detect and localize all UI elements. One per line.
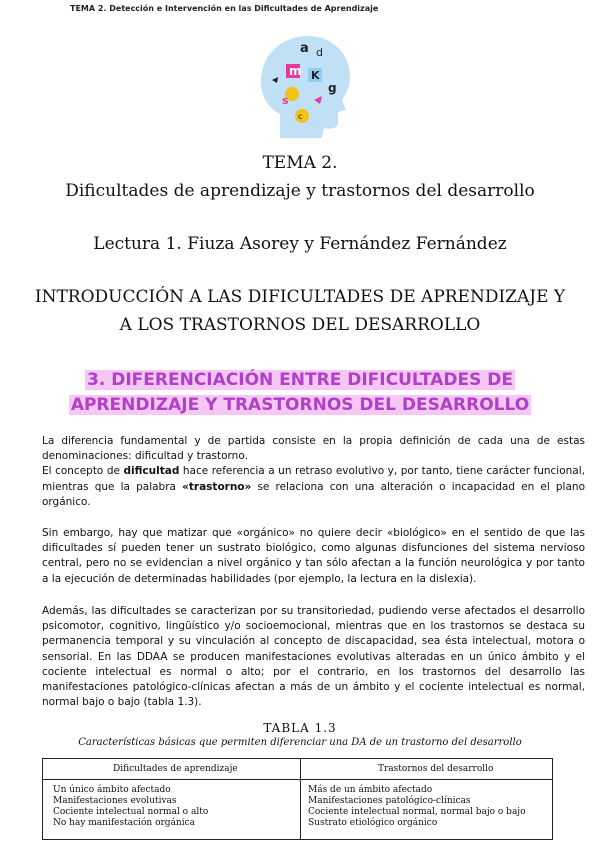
running-header: TEMA 2. Detección e Intervención en las Dificultades de Aprendizaje xyxy=(70,4,379,13)
paragraph-1 xyxy=(42,434,585,510)
table-divider xyxy=(300,759,301,839)
table-cell: Cociente intelectual normal o alto xyxy=(53,807,209,817)
comparison-table xyxy=(42,758,553,840)
section-heading-line2: APRENDIZAJE Y TRASTORNOS DEL DESARROLLO xyxy=(70,395,530,415)
intro-heading: INTRODUCCIÓN A LAS DIFICULTADES DE APRENDIZAJE Y A LOS TRASTORNOS DEL DESARROLLO xyxy=(34,287,566,335)
section-heading-line1: 3. DIFERENCIACIÓN ENTRE DIFICULTADES DE xyxy=(87,370,513,390)
paragraph-3-text: Además, las dificultades se caracterizan por su transitoriedad, pudiendo verse afectados el desarrollo psicomotor, cognitivo, lingüístico y/o socioemocional, mientras que en los trastornos se destaca su permanencia temporal y su vinculación al concepto de discapacidad, sea ésta intelectual, motora o sensorial. En las DDAA se producen manifestaciones evolutivas alteradas en un único ámbito y el cociente intelectual es normal o alto; por el contrario, en los trastornos del desarrollo las manifestaciones patológico-clínicas afectan a más de un ámbito y el cociente intelectual es normal, normal bajo o bajo (tabla 1.3). xyxy=(42,605,585,709)
table-cell: Manifestaciones patológico-clínicas xyxy=(308,796,471,806)
table-cell: Manifestaciones evolutivas xyxy=(53,796,177,806)
letter-mark: K xyxy=(311,69,320,82)
p1b-mid: hace referencia a un retraso evolutivo y, por tanto, tiene carácter funcional, mientras que la palabra xyxy=(42,465,585,493)
table-subtitle: Características básicas que permiten diferenciar una DA de un trastorno del desarrollo xyxy=(78,737,522,748)
table-title: TABLA 1.3 xyxy=(263,721,337,735)
letter-mark: c xyxy=(298,112,303,121)
paragraph-2 xyxy=(42,526,585,587)
section-heading xyxy=(0,368,600,418)
letter-mark: a xyxy=(300,41,309,56)
letter-mark: m xyxy=(289,64,302,78)
paragraph-1a: La diferencia fundamental y de partida consiste en la propia definición de cada una de estas denominaciones: dificultad y trastorno. xyxy=(42,435,585,463)
table-col-da xyxy=(53,785,208,829)
topic-title: Dificultades de aprendizaje y trastornos del desarrollo xyxy=(65,181,535,201)
paragraph-3 xyxy=(42,604,585,710)
table-col-td xyxy=(308,785,526,829)
letter-mark: d xyxy=(316,46,323,59)
letter-mark: s xyxy=(282,94,289,107)
topic-number: TEMA 2. xyxy=(262,153,338,173)
table-cell: Sustrato etiológico orgánico xyxy=(308,818,438,828)
term-dificultad: dificultad xyxy=(123,465,180,478)
reading-title: Lectura 1. Fiuza Asorey y Fernández Fernández xyxy=(93,234,507,254)
table-header-row xyxy=(43,759,552,780)
p1b-pre: El concepto de xyxy=(42,465,124,478)
paragraph-2-text: Sin embargo, hay que matizar que «orgánico» no quiere decir «biológico» en el sentido de que las dificultades sí pueden tener un sustrato biológico, como algunas disfunciones del sistema nervioso central, pero no se evidencian a nivel orgánico y tan sólo afectan a la función neurológica y por tanto a la ejecución de determinadas habilidades (por ejemplo, la lectura en la dislexia). xyxy=(42,527,585,585)
table-cell: Cociente intelectual normal, normal bajo o bajo xyxy=(308,807,526,817)
paragraph-1b xyxy=(42,464,585,510)
table-header-td: Trastornos del desarrollo xyxy=(378,764,494,774)
term-trastorno: «trastorno» xyxy=(182,480,252,493)
p1b-post: se relaciona con una alteración o incapacidad en el plano orgánico. xyxy=(42,480,585,508)
letter-mark: g xyxy=(328,81,337,95)
table-header-da: Dificultades de aprendizaje xyxy=(113,764,238,774)
table-cell: Más de un ámbito afectado xyxy=(308,785,433,795)
head-with-letters-icon xyxy=(250,30,362,142)
table-cell: No hay manifestación orgánica xyxy=(53,818,196,828)
table-cell: Un único ámbito afectado xyxy=(53,785,171,795)
